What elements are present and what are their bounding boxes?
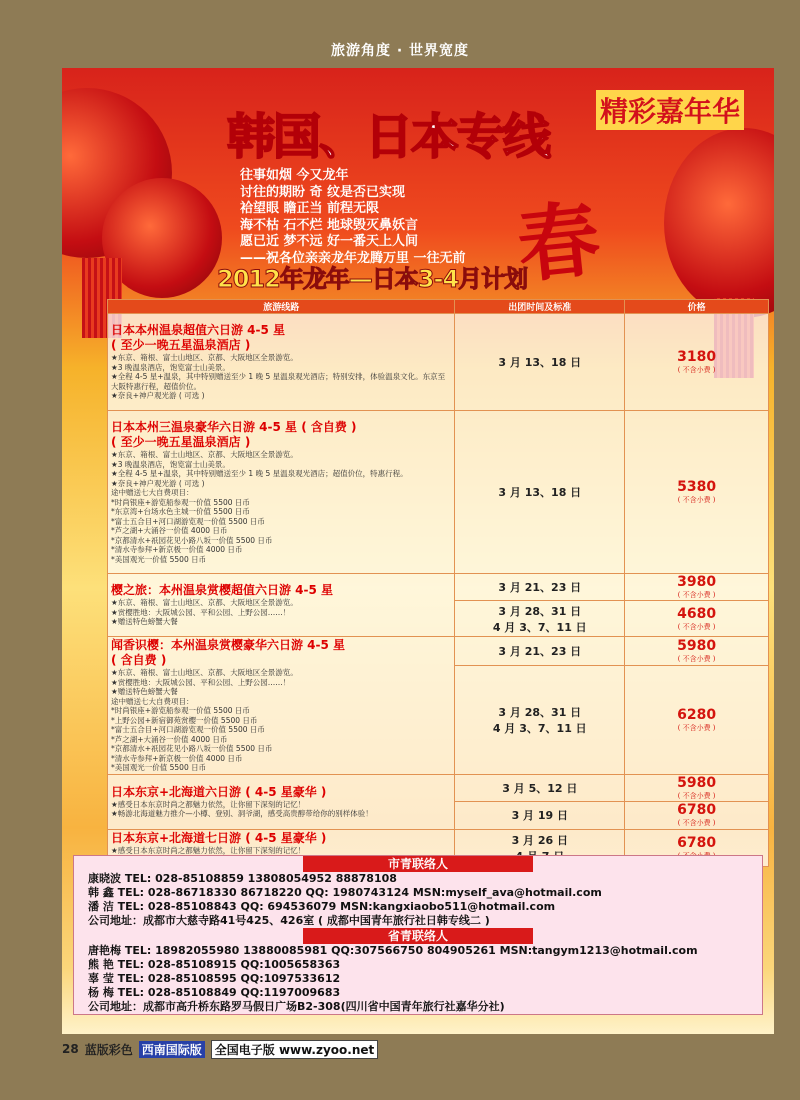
departure-date: 3 月 13、18 日 — [455, 314, 625, 411]
route-cell — [108, 637, 455, 775]
header-tagline: 旅游角度 · 世界宽度 — [330, 43, 470, 59]
table-row — [108, 637, 769, 666]
price-value: 5980 — [677, 637, 717, 654]
headline: 韩国、日本专线 — [227, 109, 550, 165]
price-note: ( 不含小费 ) — [677, 591, 716, 599]
province-contact-line: 唐艳梅 TEL: 18982055980 13880085981 QQ:307566750 804905261 MSN:tangym1213@hotmail.com — [88, 944, 698, 957]
spring-character: 春 — [512, 190, 605, 295]
route-name: 日本本州三温泉豪华六日游 4-5 星 ( 含自费 ) ( 至少一晚五星温泉酒店 ) — [111, 420, 357, 449]
price-value: 5380 — [677, 479, 717, 495]
route-description: ★东京、箱根、富士山地区、京都、大阪地区全景游览。 ★3 晚温泉酒店，饱览富士山美景。 ★全程 4-5 星+温泉，其中特别赠送至少 1 晚 5 星温泉观光酒店；特别安排，体验温泉文化。东京至大阪特惠行程，超值价位。 ★奈良+神户观光游 ( 可选 ) — [111, 353, 446, 401]
route-description: ★东京、箱根、富士山地区、京都、大阪地区全景游览。 ★3 晚温泉酒店，饱览富士山美景。 ★全程 4-5 星+温泉，其中特别赠送至少 1 晚 5 星温泉观光酒店；超值价位，特惠行程。 ★奈良+神户观光游 ( 可选 ) 途中赠送七大自费项目： *时尚银座+游览船参观一价值 5500 日币 *东京湾+台场水色主城一价值 5500 日币 *富士五合目+河口湖游览观一价值 5500 日币 *芦之湖+大涌谷一价值 4000 日币 *京都清水+祇园花见小路八坂一价值 5500 日币 *清水寺参拜+新京极一价值 4000 日币 *美国观光一价值 5500 日币 — [111, 450, 408, 564]
poem — [240, 168, 466, 267]
route-description: ★感受日本东京时尚之都魅力依然，让你留下深刻的记忆！ ★畅游北海道魅力推介—小樽、登别、洞爷湖，感受高贵醇带给你的别样体验！ — [111, 799, 373, 818]
departure-date: 3 月 21、23 日 — [455, 574, 625, 601]
tour-table — [107, 299, 769, 867]
table-row — [108, 574, 769, 601]
price-value: 6780 — [677, 802, 717, 818]
header-price: 价格 — [625, 300, 769, 314]
city-contact-line: 潘 洁 TEL: 028-85108843 QQ: 694536079 MSN:kangxiaobo511@hotmail.com — [88, 900, 556, 913]
province-contacts-title: 省青联络人 — [303, 928, 533, 944]
departure-date: 3 月 21、23 日 — [455, 637, 625, 666]
poem-line: 海不枯 石不烂 地球毁灭鼻妖言 — [240, 217, 419, 233]
plan-title: 2012年龙年—日本3-4月计划 — [217, 265, 528, 293]
page-number: 28 — [62, 1042, 79, 1056]
poster — [62, 68, 774, 1034]
table-row — [108, 411, 769, 574]
table-row — [108, 774, 769, 801]
province-contact-line: 杨 梅 TEL: 028-85108849 QQ:1197009683 — [88, 986, 341, 999]
route-description: ★东京、箱根、富士山地区、京都、大阪地区全景游览。 ★赏樱胜地：大阪城公园、平和公园、上野公园……！ ★赠送特色螃蟹大餐 途中赠送七大自费项目： *时尚银座+游览船参观一价值 5500 日币 *上野公园+新宿御苑赏樱一价值 5500 日币 *富士五合目+河口湖游览观一价值 5500 日币 *芦之湖+大涌谷一价值 4000 日币 *京都清水+祇园花见小路八坂一价值 5500 日币 *清水寺参拜+新京极一价值 4000 日币 *美国观光一价值 5500 日币 — [111, 668, 298, 772]
header-route: 旅游线路 — [108, 300, 455, 314]
section-label: 蓝版彩色 — [84, 1042, 133, 1057]
price-cell — [625, 774, 769, 801]
route-cell — [108, 411, 455, 574]
route-name: 日本东京+北海道六日游 ( 4-5 星豪华 ) — [111, 784, 327, 799]
province-contact-line: 辜 莹 TEL: 028-85108595 QQ:1097533612 — [88, 972, 341, 985]
price-cell — [625, 665, 769, 774]
price-value: 5980 — [677, 774, 717, 791]
route-cell — [108, 574, 455, 637]
city-address: 公司地址：成都市大慈寺路41号425、426室 ( 成都中国青年旅行社日韩专线二 ) — [88, 914, 490, 927]
route-name: 闻香识樱：本州温泉赏樱豪华六日游 4-5 星 ( 含自费 ) — [111, 638, 346, 667]
route-cell — [108, 314, 455, 411]
poem-line: 袷望眼 瞻正当 前程无限 — [240, 201, 380, 216]
route-description: ★东京、箱根、富士山地区、京都、大阪地区全景游览。 ★赏樱胜地：大阪城公园、平和公园、上野公园……！ ★赠送特色螃蟹大餐 — [111, 598, 298, 627]
province-contact-line: 熊 艳 TEL: 028-85108915 QQ:1005658363 — [88, 958, 341, 971]
lantern-decoration — [664, 128, 774, 318]
edition2-badge — [211, 1040, 379, 1059]
edition2-label: 全国电子版 — [214, 1042, 275, 1057]
price-cell — [625, 574, 769, 601]
city-contacts-title: 市青联络人 — [303, 856, 533, 872]
poem-line: 愿已近 梦不远 好一番天上人间 — [240, 234, 419, 249]
price-value: 6280 — [677, 706, 717, 723]
departure-date: 3 月 13、18 日 — [455, 411, 625, 574]
price-note: ( 不含小费 ) — [677, 723, 716, 732]
price-value: 3980 — [677, 574, 717, 590]
edition-badge: 西南国际版 — [139, 1041, 205, 1058]
table-row — [108, 314, 769, 411]
price-cell — [625, 637, 769, 666]
city-contact-line: 康晓波 TEL: 028-85108859 13808054952 88878108 — [88, 872, 397, 885]
route-description: ★感受日本东京时尚之都魅力依然，让你留下深刻的记忆！ — [111, 845, 306, 855]
route-name: 日本本州温泉超值六日游 4-5 星 ( 至少一晚五星温泉酒店 ) — [111, 323, 286, 353]
price-value: 3180 — [677, 349, 717, 365]
price-value: 4680 — [677, 605, 717, 622]
price-cell — [625, 411, 769, 574]
departure-date: 3 月 28、31 日 4 月 3、7、11 日 — [455, 601, 625, 637]
price-note: ( 不含小费 ) — [677, 819, 716, 827]
route-cell — [108, 774, 455, 829]
price-note: ( 不含小费 ) — [677, 496, 716, 504]
route-name: 樱之旅：本州温泉赏樱超值六日游 4-5 星 — [111, 583, 334, 598]
contacts-panel — [73, 855, 763, 1015]
route-name: 日本东京+北海道七日游 ( 4-5 星豪华 ) — [111, 830, 327, 845]
departure-date: 3 月 19 日 — [455, 801, 625, 829]
poem-line: ——祝各位亲亲龙年龙腾万里 一往无前 — [240, 250, 466, 266]
header-date: 出团时间及标准 — [455, 300, 625, 314]
province-address: 公司地址：成都市高升桥东路罗马假日广场B2-308(四川省中国青年旅行社嘉华分社) — [88, 1000, 505, 1013]
departure-date: 3 月 5、12 日 — [455, 774, 625, 801]
price-value: 6780 — [677, 834, 717, 851]
site-url[interactable]: www.zyoo.net — [278, 1042, 375, 1057]
price-note: ( 不含小费 ) — [677, 366, 716, 374]
price-note: ( 不含小费 ) — [677, 622, 716, 631]
departure-date: 3 月 26 日 — [455, 829, 625, 866]
price-cell — [625, 601, 769, 637]
price-cell — [625, 314, 769, 411]
city-contact-line: 韩 鑫 TEL: 028-86718330 86718220 QQ: 1980743124 MSN:myself_ava@hotmail.com — [88, 886, 602, 899]
carnival-label: 精彩嘉年华 — [596, 90, 744, 130]
price-note: ( 不含小费 ) — [677, 791, 716, 800]
price-note: ( 不含小费 ) — [677, 654, 716, 663]
departure-date: 3 月 28、31 日 4 月 3、7、11 日 — [455, 665, 625, 774]
footer — [62, 1040, 378, 1058]
price-cell — [625, 801, 769, 829]
poem-line: 往事如烟 今又龙年 — [240, 168, 349, 183]
poem-line: 讨往的期盼 奇 纹是否已实现 — [240, 184, 406, 200]
